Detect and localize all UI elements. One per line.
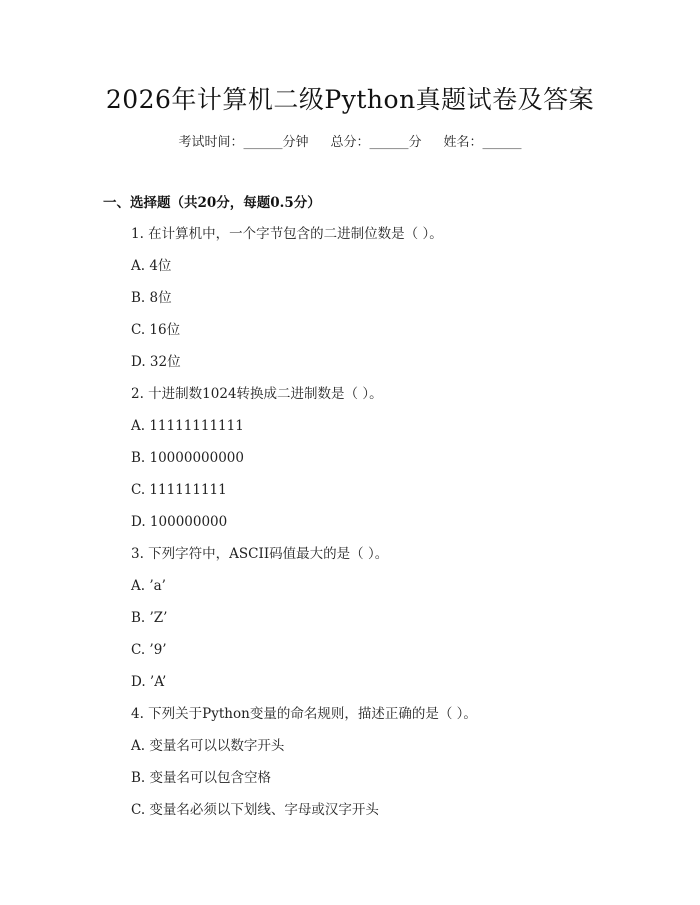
question-3-option-b: B. ’Z’ <box>131 610 168 626</box>
question-1-option-c: C. 16位 <box>131 322 181 338</box>
question-2: 2. 十进制数1024转换成二进制数是（ ）。 <box>131 386 383 402</box>
question-2-option-d: D. 100000000 <box>131 514 228 530</box>
question-4-option-c: C. 变量名必须以下划线、字母或汉字开头 <box>131 802 379 818</box>
question-3: 3. 下列字符中，ASCII码值最大的是（ ）。 <box>131 546 389 562</box>
question-2-option-c: C. 111111111 <box>131 482 227 498</box>
question-2-option-b: B. 10000000000 <box>131 450 244 466</box>
question-3-option-c: C. ’9’ <box>131 642 167 658</box>
question-3-option-d: D. ’A’ <box>131 674 167 690</box>
question-4-option-a: A. 变量名可以以数字开头 <box>131 738 285 754</box>
exam-time-field: 考试时间：______分钟 <box>178 135 309 150</box>
total-score-field: 总分：______分 <box>330 135 422 150</box>
question-3-option-a: A. ’a’ <box>131 578 166 594</box>
question-1-option-d: D. 32位 <box>131 354 181 370</box>
question-list <box>131 226 651 834</box>
question-1-option-b: B. 8位 <box>131 290 172 306</box>
question-2-option-a: A. 11111111111 <box>131 418 244 434</box>
question-1-option-a: A. 4位 <box>131 258 172 274</box>
name-field: 姓名：______ <box>443 135 522 150</box>
question-4: 4. 下列关于Python变量的命名规则，描述正确的是（ ）。 <box>131 706 477 722</box>
question-1: 1. 在计算机中，一个字节包含的二进制位数是（ ）。 <box>131 226 443 242</box>
exam-info-line <box>0 131 700 150</box>
page-title: 2026年计算机二级Python真题试卷及答案 <box>105 85 595 114</box>
section-heading: 一、选择题（共20分，每题0.5分） <box>103 195 321 211</box>
question-4-option-b: B. 变量名可以包含空格 <box>131 770 272 786</box>
